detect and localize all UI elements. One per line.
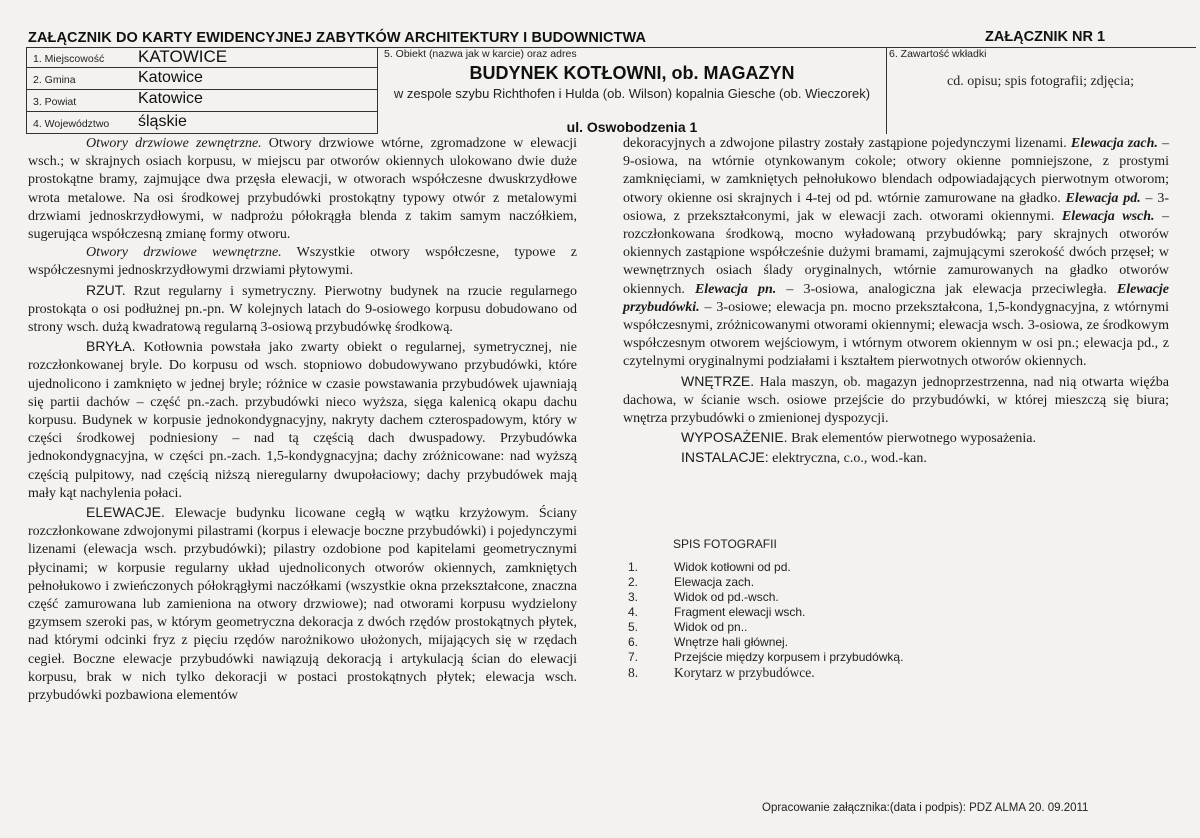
paragraph-text: – 3-osiowe; elewacja pn. mocno przekształcona, 1,5-kondygnacyjna, z wtórnymi współczesnymi, zróżnicowanymi otworami okiennymi; elewacja wsch. 3-osiowa, ze środkowym współczesnym otworem wejściowym, i wtórnym otworem okiennym w osi pn.; elewacja pd., z czytelnymi oryginalnymi podziałami i kształtem pierwotnych otworów okiennych. bbox=[623, 299, 1169, 370]
paragraph-heading: WYPOSAŻENIE. bbox=[681, 429, 788, 446]
paragraph-bryla bbox=[28, 337, 577, 503]
field-powiat bbox=[26, 90, 378, 112]
paragraph-elewacje bbox=[28, 503, 577, 705]
paragraph-text: Wszystkie otwory współczesne, typowe z współczesnymi jednoskrzydłowymi drzwiami płytowymi. bbox=[28, 245, 577, 279]
header-table bbox=[26, 47, 1196, 134]
paragraph-elewacje-cont bbox=[623, 135, 1169, 372]
field-value: Katowice bbox=[138, 69, 203, 86]
list-number: 8. bbox=[628, 665, 639, 680]
field-label: 2. Gmina bbox=[33, 74, 76, 86]
object-label: 5. Obiekt (nazwa jak w karcie) oraz adres bbox=[384, 48, 577, 60]
list-text: Przejście między korpusem i przybudówką. bbox=[674, 650, 904, 664]
paragraph-heading: Otwory drzwiowe wewnętrzne. bbox=[86, 245, 282, 261]
list-text: Widok od pn.. bbox=[674, 620, 748, 634]
contents-label: 6. Zawartość wkładki bbox=[889, 48, 987, 60]
list-number: 6. bbox=[628, 635, 639, 649]
list-text: Fragment elewacji wsch. bbox=[674, 605, 806, 619]
field-gmina bbox=[26, 68, 378, 90]
list-number: 7. bbox=[628, 650, 639, 664]
paragraph-doors-exterior bbox=[28, 135, 577, 244]
paragraph-heading: WNĘTRZE. bbox=[681, 372, 755, 389]
list-text: Elewacja zach. bbox=[674, 575, 755, 589]
field-wojewodztwo bbox=[26, 112, 378, 134]
paragraph-text: dekoracyjnych a zdwojone pilastry zostały zastąpione pojedynczymi lizenami. bbox=[623, 136, 1071, 151]
field-label: 4. Województwo bbox=[33, 118, 110, 130]
list-item bbox=[628, 635, 903, 650]
paragraph-heading: Elewacje przybudówki. bbox=[623, 281, 1169, 315]
right-column bbox=[623, 135, 1169, 469]
list-number: 3. bbox=[628, 590, 639, 604]
list-item bbox=[628, 665, 903, 680]
paragraph-text: – 9-osiowa, na wtórnie otynkowanym cokole; otwory okienne pomniejszone, z prostymi zamknięciami, w zamkniętych pełnołukowo blendach odpowiadających pierwotnym otworom; otwory okienne osi skrajnych i 4-tej od pd. wtórnie zamurowane na gładko. bbox=[623, 136, 1169, 206]
paragraph-text: Elewacje budynku licowane cegłą w wątku krzyżowym. Ściany rozczłonkowane zdwojonymi pilastrami (korpus i elewacje boczne przybudówki) i pojedynczymi lizenami (elewacja wsch. przybudówki); pilastry ozdobione pod kapitelami geometrycznymi płycinami; w korpusie regularny układ ujednoliconych otworów okiennych, zamkniętych pełnołukowo i zwieńczonych półokrągłymi naczółkami (wszystkie okna przekształcone, znaczna część zamurowana lub zamieniona na otwory drzwiowe); nad otworami korpusu wydzielony gzymsem szeroki pas, w którym geometryczna dekoracja z dwóch rzędów prostokątnych płytek, nad którymi odcinki fryz z pięciu rzędów narożnikowo ułożonych, mijających się w rzędach cegieł. Boczne elewacje przybudówki nawiązują dekoracją i artykulacją ścian do elewacji korpusu, brak w nich tylko dekoracji w postaci prostokątnych płytek; elewacja wsch. przybudówki pozbawiona elementów bbox=[28, 506, 577, 704]
paragraph-text: Kotłownia powstała jako zwarty obiekt o regularnej, symetrycznej, nie rozczłonkowanej bryle. Do korpusu od wsch. stopniowo dobudowywano przybudówki, które ujednolicono i zamknięto w jednej bryle; różnice w czasie powstawania przybudówek ujawniają się partii dachów – część pn.-zach. przybudówki nieco wyższa, sięga kalenicą okapu dachu korpusu. Budynek w korpusie jednokondygnacyjny, nakryty dachem czterospadowym, który w części środkowej podniesiony – nad tą częścią dach dwuspadowy. Przybudówka jednokondygnacyjna, w części pn.-zach. 1,5-kondygnacyjna; dachy zróżnicowane: nad wyższą częścią pulpitowy, nad częścią niższą nieregularny dwupołaciowy; dachy przybudówek mają mały kąt nachylenia połaci. bbox=[28, 340, 577, 501]
paragraph-heading: INSTALACJE: bbox=[681, 449, 769, 466]
paragraph-heading: Elewacja pn. bbox=[694, 281, 777, 297]
contents-value: cd. opisu; spis fotografii; zdjęcia; bbox=[946, 74, 1134, 89]
footer-signature: Opracowanie załącznika:(data i podpis): PDZ ALMA 20. 09.2011 bbox=[762, 802, 1089, 814]
paragraph-text: Otwory drzwiowe wtórne, zgromadzone w elewacji wsch.; w skrajnych osiach korpusu, w miejscu par otworów okiennych ulokowano dwie duże prostokątne bramy, zajmujące dwa przęsła elewacji, w otworach współczesne dwuskrzydłowe wrota metalowe. Na osi środkowej przybudówki prostokątny typowy otwór z metalowymi drzwiami jednoskrzydłowymi, w nadprożu półokrągła blenda z takim samym naczółkiem, sugerująca współczesną zmianę formy otworu. bbox=[28, 136, 577, 243]
list-text: Widok od pd.-wsch. bbox=[674, 590, 779, 604]
paragraph-heading: RZUT. bbox=[86, 281, 126, 298]
paragraph-text: Brak elementów pierwotnego wyposażenia. bbox=[787, 431, 1036, 447]
paragraph-text: – rozczłonkowana środkową, mocno wyładowaną przybudówką; pary skrajnych otworów okiennych zastąpione współcześnie dużymi bramami, zajmującymi szerokość dwóch przęseł; w wewnętrznych osiach ślady oryginalnych, wtórnie zamurowanych na gładko otworów okiennych. bbox=[623, 208, 1169, 297]
object-street: ul. Oswobodzenia 1 bbox=[566, 119, 698, 135]
paragraph-heading: Elewacja wsch. bbox=[1061, 208, 1155, 224]
list-number: 5. bbox=[628, 620, 639, 634]
list-text: Wnętrze hali głównej. bbox=[674, 635, 789, 649]
paragraph-instalacje bbox=[623, 448, 1169, 468]
list-text: Widok kotłowni od pd. bbox=[674, 560, 791, 574]
object-cell bbox=[377, 48, 887, 134]
annex-number: ZAŁĄCZNIK NR 1 bbox=[985, 29, 1106, 45]
document-title: ZAŁĄCZNIK DO KARTY EWIDENCYJNEJ ZABYTKÓW ARCHITEKTURY I BUDOWNICTWA bbox=[28, 30, 647, 46]
contents-cell bbox=[885, 48, 1196, 134]
paragraph-heading: Elewacja pd. bbox=[1065, 190, 1141, 206]
left-column bbox=[28, 135, 577, 705]
paragraph-wyposazenie bbox=[623, 428, 1169, 448]
paragraph-text: – 3-osiowa, analogiczna jak elewacja przeciwległa. bbox=[776, 281, 1117, 297]
paragraph-text: elektryczna, c.o., wod.-kan. bbox=[768, 451, 927, 467]
paragraph-text: – 3-osiowa, z przekształconymi, jak w elewacji zach. otworami okiennymi. bbox=[623, 190, 1169, 224]
list-item bbox=[628, 620, 903, 635]
field-label: 1. Miejscowość bbox=[33, 53, 105, 65]
object-name: BUDYNEK KOTŁOWNI, ob. MAGAZYN bbox=[469, 63, 795, 83]
paragraph-heading: BRYŁA. bbox=[86, 338, 136, 355]
list-number: 2. bbox=[628, 575, 639, 589]
field-value: śląskie bbox=[138, 113, 187, 130]
paragraph-text: Hala maszyn, ob. magazyn jednoprzestrzenna, nad nią otwarta więźba dachowa, w ścianie wsch. osiowe przejście do przybudówki, w której mieszczą się biura; wnętrza przybudówki o zmienionej dyspozycji. bbox=[623, 374, 1169, 427]
paragraph-doors-interior bbox=[28, 244, 577, 280]
paragraph-heading: Elewacja zach. bbox=[1070, 136, 1158, 151]
paragraph-heading: ELEWACJE. bbox=[86, 504, 165, 521]
paragraph-heading: Otwory drzwiowe zewnętrzne. bbox=[86, 136, 262, 151]
list-item bbox=[628, 560, 903, 575]
field-value: Katowice bbox=[138, 90, 203, 107]
field-value: KATOWICE bbox=[138, 47, 228, 66]
photo-list-title: SPIS FOTOGRAFII bbox=[673, 537, 777, 551]
paragraph-rzut bbox=[28, 281, 577, 338]
list-item bbox=[628, 590, 903, 605]
paragraph-text: Rzut regularny i symetryczny. Pierwotny budynek na rzucie regularnego prostokąta o osi podłużnej pn.-pn. W kolejnych latach do 9-osiowego korpusu dobudowano od strony wsch. dużą kwadratową regularną 3-osiową przybudówkę środkową. bbox=[28, 283, 577, 336]
list-number: 1. bbox=[628, 560, 639, 574]
list-item bbox=[628, 650, 903, 665]
field-miejscowosc bbox=[26, 48, 378, 68]
photo-list bbox=[628, 537, 903, 680]
list-item bbox=[628, 575, 903, 590]
list-text: Korytarz w przybudówce. bbox=[674, 665, 815, 680]
list-item bbox=[628, 605, 903, 620]
list-number: 4. bbox=[628, 605, 639, 619]
field-label: 3. Powiat bbox=[33, 96, 77, 108]
paragraph-wnetrze bbox=[623, 372, 1169, 429]
object-description: w zespole szybu Richthofen i Hulda (ob. Wilson) kopalnia Giesche (ob. Wieczorek) bbox=[393, 86, 871, 101]
